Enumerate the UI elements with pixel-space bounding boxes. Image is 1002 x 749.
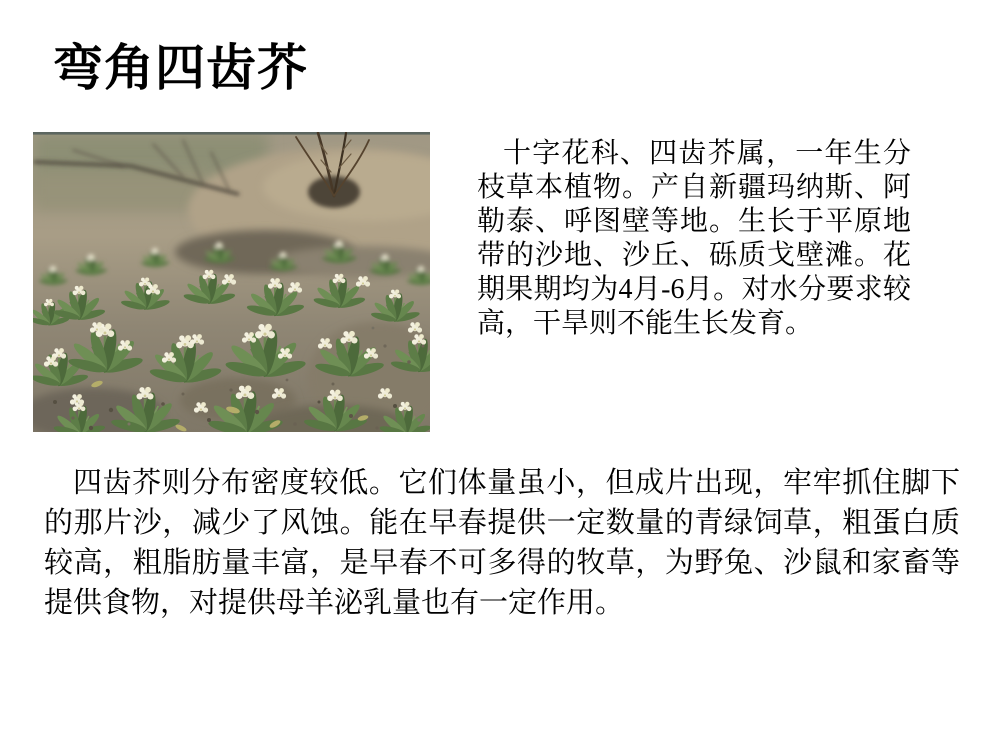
intro-paragraph: 十字花科、四齿芥属，一年生分枝草本植物。产自新疆玛纳斯、阿勒泰、呼图壁等地。生长于平原地带的沙地、沙丘、砾质戈壁滩。花期果期均为4月-6月。对水分要求较高，干旱则不能生长发育。 xyxy=(477,138,911,339)
plant-photo xyxy=(33,132,430,432)
description-paragraph: 四齿芥则分布密度较低。它们体量虽小，但成片出现，牢牢抓住脚下的那片沙，减少了风蚀。能在早春提供一定数量的青绿饲草，粗蛋白质较高，粗脂肪量丰富，是早春不可多得的牧草，为野兔、沙鼠和家畜等提供食物，对提供母羊泌乳量也有一定作用。 xyxy=(44,467,960,619)
photo-top-edge xyxy=(33,132,430,135)
plant-photo-graphic xyxy=(33,132,430,432)
page-title: 弯角四齿芥 xyxy=(53,39,308,97)
